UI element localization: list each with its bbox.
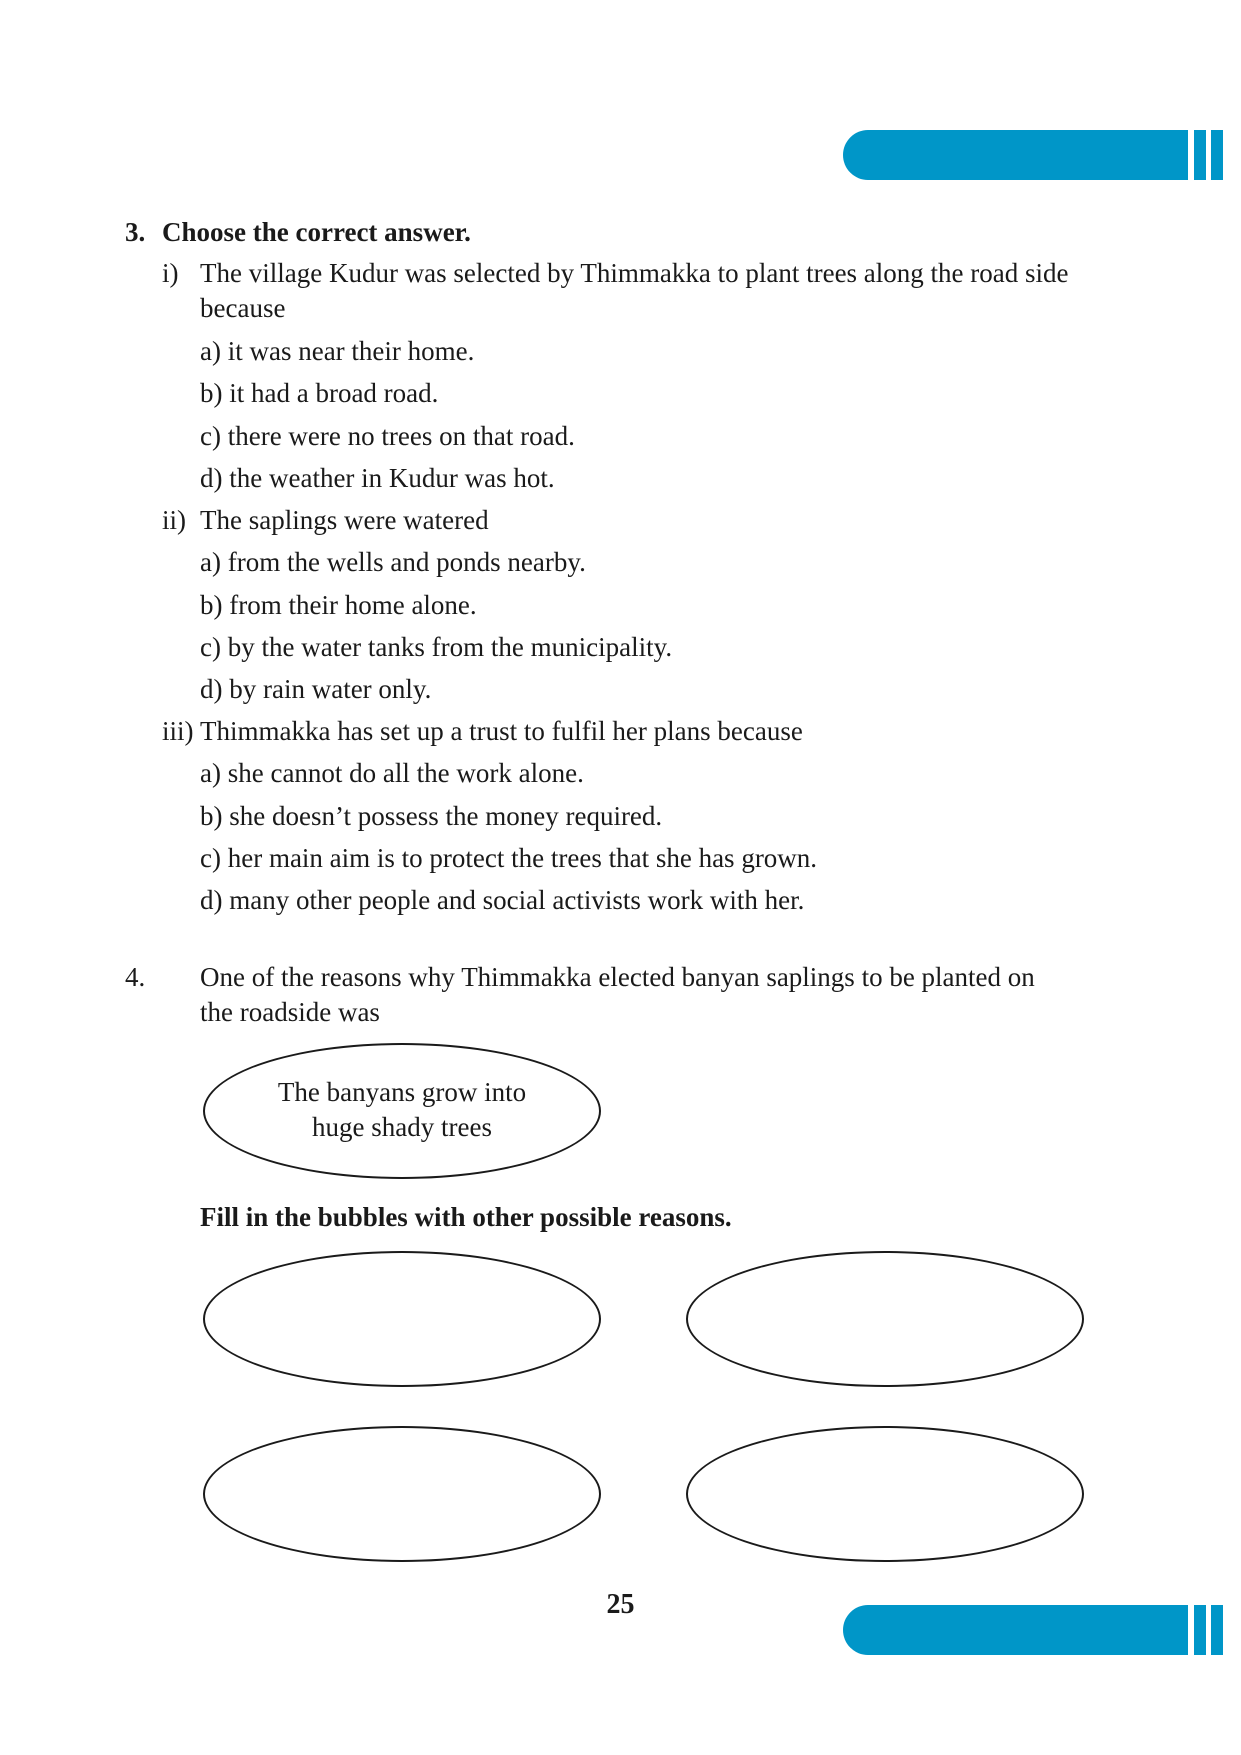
example-reason-text bbox=[203, 1075, 601, 1145]
q3-item-2-option-d: d) by rain water only. bbox=[200, 674, 432, 704]
q3-item-2-option-a: a) from the wells and ponds nearby. bbox=[200, 547, 586, 577]
q3-item-2-option-c: c) by the water tanks from the municipality. bbox=[200, 632, 673, 662]
answer-bubble-3[interactable] bbox=[203, 1426, 601, 1562]
fill-bubbles-instruction: Fill in the bubbles with other possible reasons. bbox=[200, 1202, 732, 1232]
q3-item-1-option-b: b) it had a broad road. bbox=[200, 378, 439, 408]
q3-item-3-option-a: a) she cannot do all the work alone. bbox=[200, 758, 584, 788]
q3-item-1-question-cont: because bbox=[200, 293, 286, 323]
answer-bubble-2[interactable] bbox=[686, 1251, 1084, 1387]
q3-item-3-option-c: c) her main aim is to protect the trees that she has grown. bbox=[200, 843, 818, 873]
footer-bar-stripe bbox=[1211, 1605, 1223, 1655]
question-3-heading: Choose the correct answer. bbox=[162, 217, 471, 247]
q3-item-1-option-c: c) there were no trees on that road. bbox=[200, 421, 575, 451]
q3-item-2-number: ii) bbox=[162, 505, 186, 535]
footer-decoration-bar bbox=[843, 1605, 1197, 1655]
footer-bar-stripe bbox=[1194, 1605, 1206, 1655]
example-reason-line-2: huge shady trees bbox=[312, 1112, 492, 1142]
q3-item-3-option-d: d) many other people and social activists work with her. bbox=[200, 885, 805, 915]
q3-item-3-option-b: b) she doesn’t possess the money required. bbox=[200, 801, 663, 831]
q3-item-1-option-d: d) the weather in Kudur was hot. bbox=[200, 463, 555, 493]
q3-item-1-number: i) bbox=[162, 258, 179, 288]
question-4-text: One of the reasons why Thimmakka elected banyan saplings to be planted on bbox=[200, 962, 1035, 992]
question-3-number: 3. bbox=[125, 217, 146, 247]
q3-item-2-option-b: b) from their home alone. bbox=[200, 590, 477, 620]
q3-item-3-question: Thimmakka has set up a trust to fulfil her plans because bbox=[200, 716, 803, 746]
q3-item-2-question: The saplings were watered bbox=[200, 505, 489, 535]
question-4-text-cont: the roadside was bbox=[200, 997, 380, 1027]
footer-bar-pill bbox=[843, 1605, 1188, 1655]
q3-item-1-question: The village Kudur was selected by Thimmakka to plant trees along the road side bbox=[200, 258, 1069, 288]
answer-bubble-1[interactable] bbox=[203, 1251, 601, 1387]
header-bar-stripe bbox=[1211, 130, 1223, 180]
question-4-number: 4. bbox=[125, 962, 146, 992]
header-decoration-bar bbox=[843, 130, 1197, 180]
q3-item-1-option-a: a) it was near their home. bbox=[200, 336, 475, 366]
answer-bubble-4[interactable] bbox=[686, 1426, 1084, 1562]
header-bar-pill bbox=[843, 130, 1188, 180]
page-number: 25 bbox=[606, 1589, 635, 1620]
header-bar-stripe bbox=[1194, 130, 1206, 180]
q3-item-3-number: iii) bbox=[162, 716, 194, 746]
example-reason-line-1: The banyans grow into bbox=[277, 1077, 527, 1107]
